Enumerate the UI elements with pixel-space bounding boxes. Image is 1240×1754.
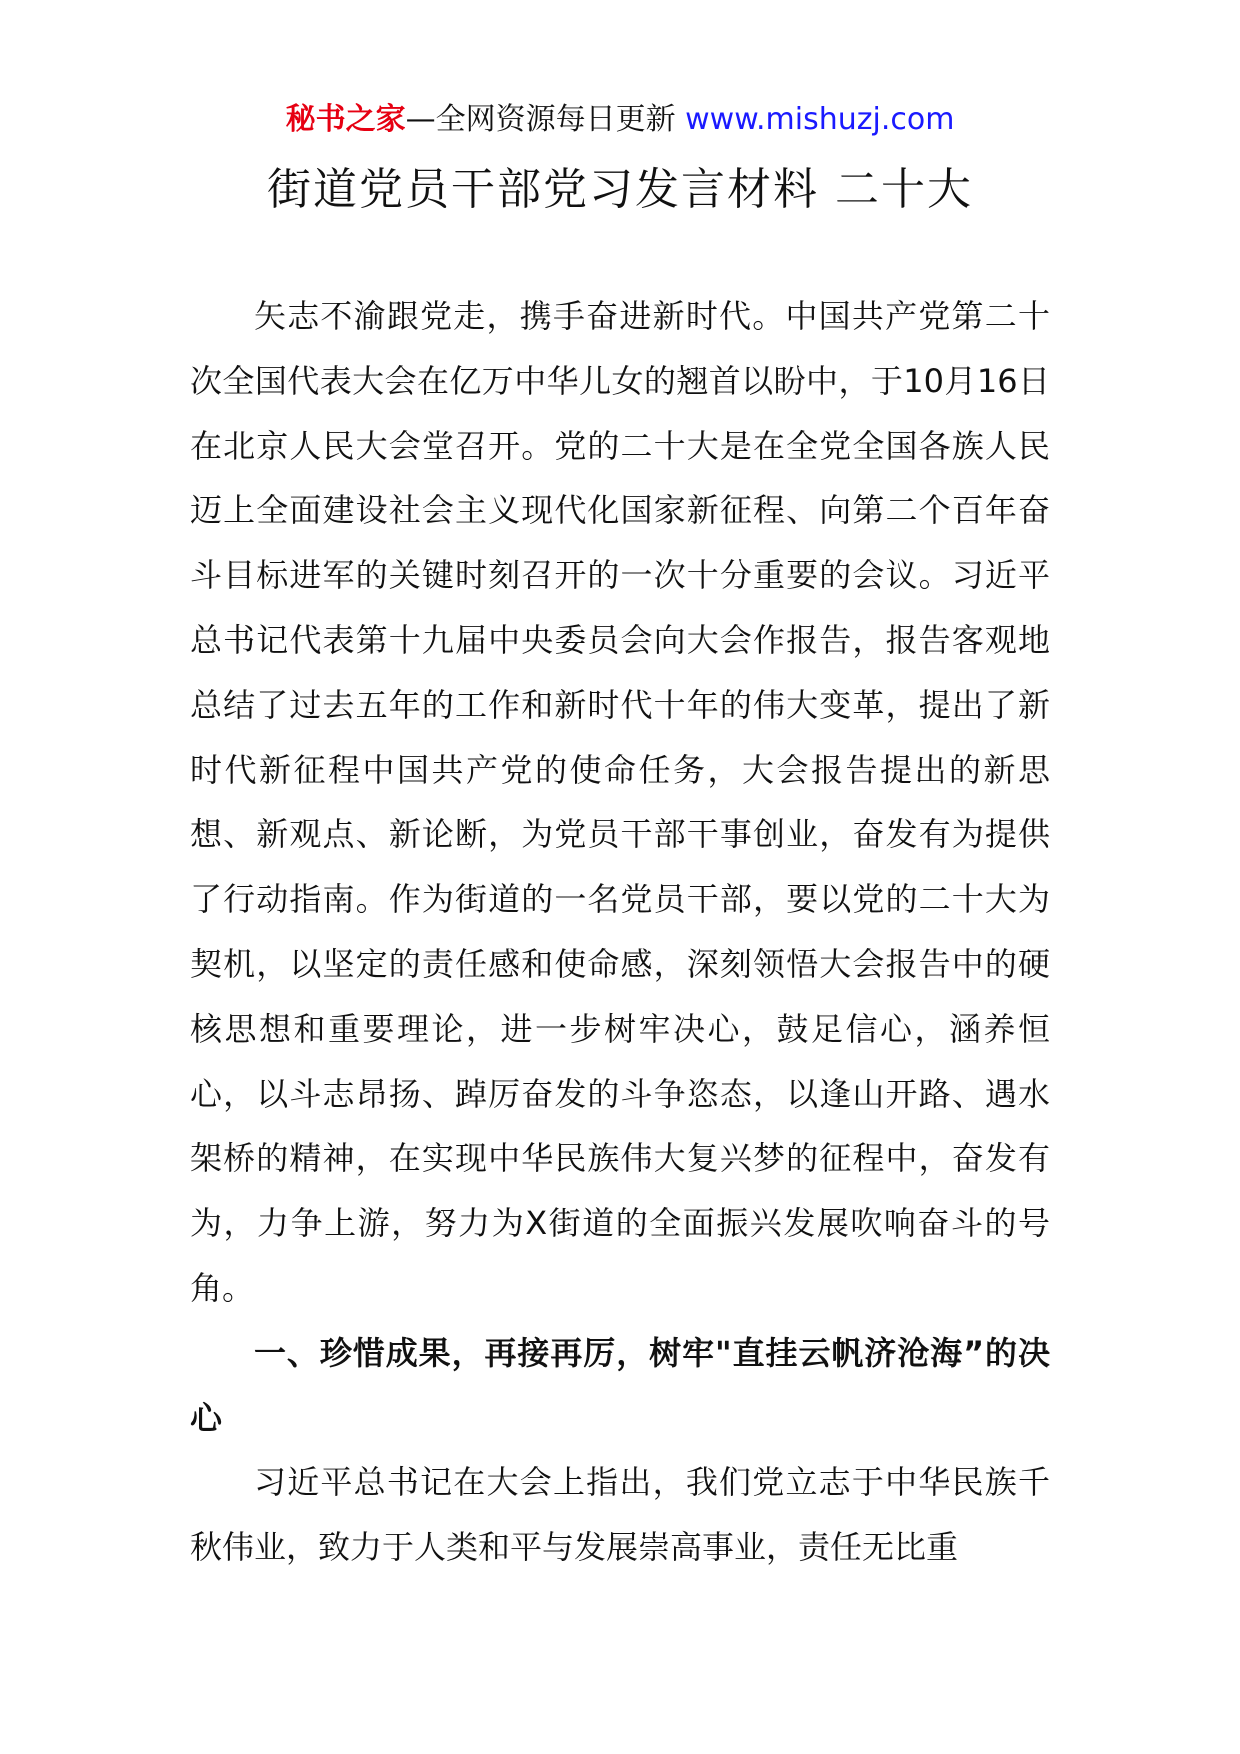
site-header bbox=[0, 100, 1240, 140]
intro-paragraph: 矢志不渝跟党走，携手奋进新时代。中国共产党第二十次全国代表大会在亿万中华儿女的翘首以盼中，于10月16日在北京人民大会堂召开。党的二十大是在全党全国各族人民迈上全面建设社会主义现代化国家新征程、向第二个百年奋斗目标进军的关键时刻召开的一次十分重要的会议。习近平总书记代表第十九届中央委员会向大会作报告，报告客观地总结了过去五年的工作和新时代十年的伟大变革，提出了新时代新征程中国共产党的使命任务，大会报告提出的新思想、新观点、新论断，为党员干部干事创业，奋发有为提供了行动指南。作为街道的一名党员干部，要以党的二十大为契机，以坚定的责任感和使命感，深刻领悟大会报告中的硬核思想和重要理论，进一步树牢决心，鼓足信心，涵养恒心，以斗志昂扬、踔厉奋发的斗争恣态，以逢山开路、遇水架桥的精神，在实现中华民族伟大复兴梦的征程中，奋发有为，力争上游，努力为X街道的全面振兴发展吹响奋斗的号角。 bbox=[190, 297, 1050, 1307]
section-paragraph: 习近平总书记在大会上指出，我们党立志于中华民族千秋伟业，致力于人类和平与发展崇高事业，责任无比重 bbox=[190, 1463, 1050, 1567]
section-heading: 一、珍惜成果，再接再厉，树牢"直挂云帆济沧海”的决心 bbox=[190, 1333, 1050, 1437]
site-url-link[interactable]: www.mishuzj.com bbox=[685, 102, 955, 137]
header-tagline: —全网资源每日更新 bbox=[405, 102, 676, 137]
document-body bbox=[190, 284, 1050, 1580]
brand-name: 秘书之家 bbox=[285, 102, 406, 137]
document-title: 街道党员干部党习发言材料 二十大 bbox=[267, 164, 973, 215]
